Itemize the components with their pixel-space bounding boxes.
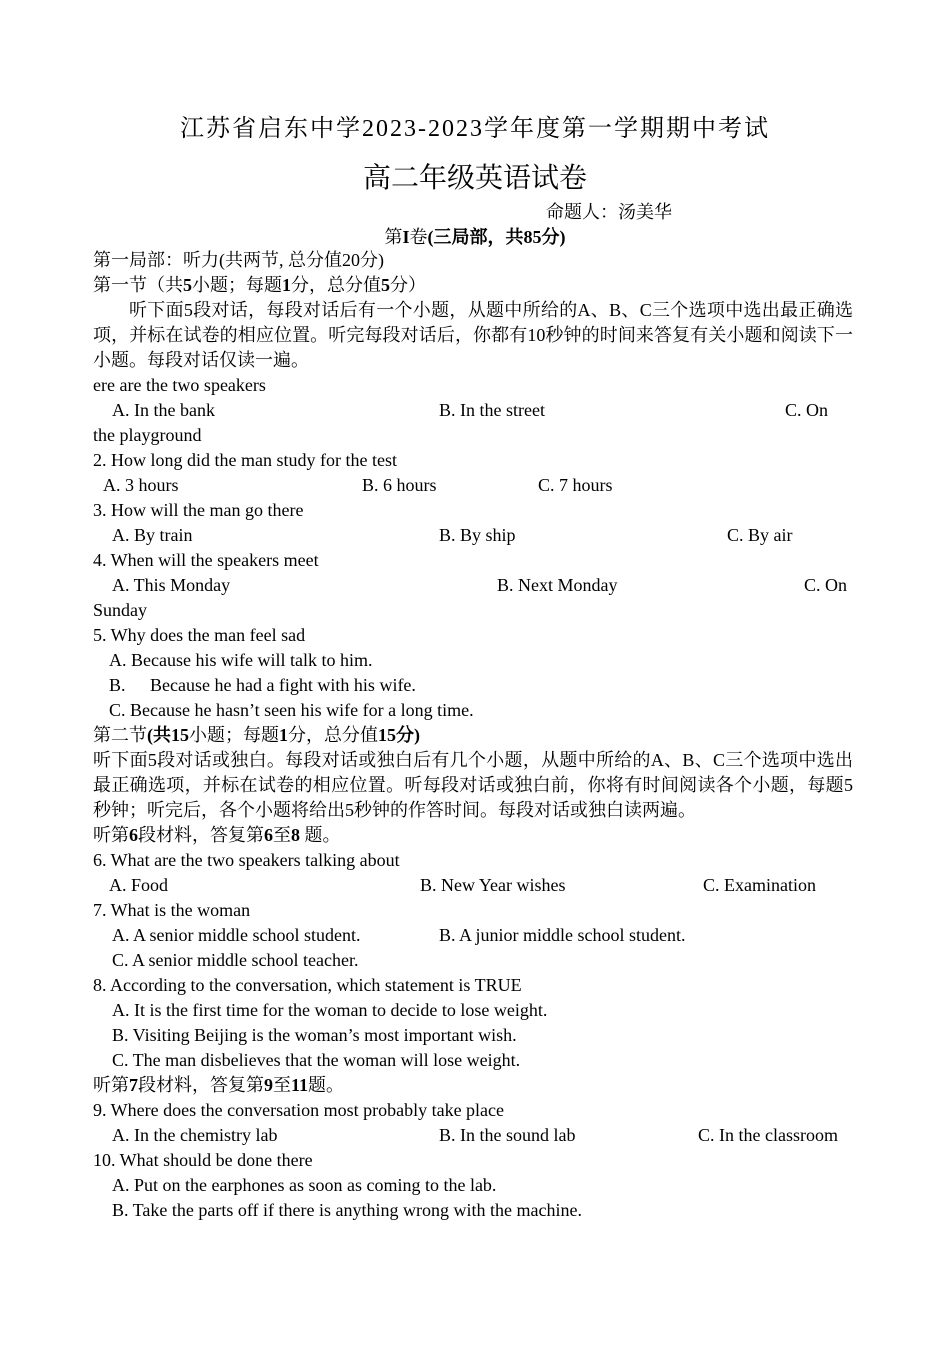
option-c: C. By air — [727, 525, 793, 545]
option-c: C. The man disbelieves that the woman will lose weight. — [112, 1050, 521, 1070]
option-c: C. In the classroom — [698, 1125, 838, 1145]
option-c: C. 7 hours — [538, 475, 613, 495]
question-options — [93, 523, 853, 548]
s1-n1: 5 — [183, 275, 192, 295]
question-options — [93, 923, 853, 948]
m7-t4: 题。 — [308, 1075, 345, 1095]
m6-t1: 听第 — [93, 825, 129, 845]
option-b: B. A junior middle school student. — [439, 925, 686, 945]
option-b: B. Take the parts off if there is anything wrong with the machine. — [112, 1200, 582, 1220]
question-stem: 10. What should be done there — [93, 1150, 313, 1170]
option-c-line — [93, 948, 853, 973]
volume-mid: 卷 — [409, 227, 428, 247]
s1-t3: 分，总分值 — [291, 275, 381, 295]
s1-n2: 1 — [282, 275, 291, 295]
option-a-line — [93, 1173, 853, 1198]
school-title: 江苏省启东中学2023-2023学年度第一学期期中考试 — [180, 116, 770, 142]
option-b: B. New Year wishes — [420, 875, 566, 895]
s2-t3: 小题；每题 — [189, 725, 279, 745]
option-c-line — [93, 698, 853, 723]
m6-n3: 8 — [291, 825, 300, 845]
option-a: A. Because his wife will talk to him. — [109, 650, 373, 670]
option-c: C. Because he hasn’t seen his wife for a long time. — [109, 700, 474, 720]
m7-n3: 11 — [291, 1075, 309, 1095]
part1-title: 第一局部：听力(共两节, 总分值20分) — [93, 250, 384, 270]
option-a: A. 3 hours — [103, 475, 179, 495]
question-options — [93, 573, 853, 598]
option-b: B. 6 hours — [362, 475, 437, 495]
s1-n3: 5 — [381, 275, 390, 295]
option-a: A. This Monday — [112, 575, 231, 595]
option-c-line — [93, 1048, 853, 1073]
paper-title: 高二年级英语试卷 — [362, 161, 587, 194]
s2-t1: 第二节 — [93, 725, 147, 745]
option-a: A. A senior middle school student. — [112, 925, 361, 945]
section2-instructions: 听下面5段对话或独白。每段对话或独白后有几个小题，从题中所给的A、B、C三个选项中选出最正确选项，并标在试卷的相应位置。听每段对话或独白前，你将有时间阅读各个小题，每题5秒钟；听完后，各个小题将给出5秒钟的作答时间。每段对话或独白读两遍。 — [93, 750, 853, 820]
m6-t2: 段材料，答复第 — [138, 825, 264, 845]
s1-t4: 分） — [390, 275, 426, 295]
volume-score: 85 — [523, 227, 542, 247]
question-stem: 8. According to the conversation, which statement is TRUE — [93, 975, 522, 995]
option-c: C. Examination — [703, 875, 816, 895]
question-options — [93, 873, 853, 898]
s2-t4: 分，总分值 — [288, 725, 378, 745]
option-b: B. Next Monday — [497, 575, 618, 595]
m7-n1: 7 — [129, 1075, 138, 1095]
option-b-line — [93, 673, 853, 698]
s2-t5: 分) — [396, 725, 420, 745]
m6-n1: 6 — [129, 825, 138, 845]
exam-content — [93, 248, 853, 1223]
s2-n1: 15 — [171, 725, 189, 745]
option-b-label: B. — [109, 675, 126, 695]
option-b-line — [93, 1198, 853, 1223]
s2-t2: (共 — [147, 725, 171, 745]
question-stem: 3. How will the man go there — [93, 500, 304, 520]
s2-n3: 15 — [378, 725, 396, 745]
question-stem: 7. What is the woman — [93, 900, 251, 920]
option-b: B. By ship — [439, 525, 516, 545]
m6-t3: 至 — [273, 825, 291, 845]
material6-heading — [93, 823, 853, 848]
material7-heading — [93, 1073, 853, 1098]
option-a: A. Food — [109, 875, 169, 895]
section1-heading — [93, 273, 853, 298]
option-c-continued: the playground — [93, 425, 202, 445]
option-a-line — [93, 648, 853, 673]
question-options — [93, 398, 853, 423]
option-a-line — [93, 998, 853, 1023]
option-a: A. In the chemistry lab — [112, 1125, 278, 1145]
option-a: A. Put on the earphones as soon as coming to the lab. — [112, 1175, 497, 1195]
option-b: Because he had a fight with his wife. — [150, 675, 416, 695]
m7-t3: 至 — [273, 1075, 291, 1095]
option-a: A. In the bank — [112, 400, 215, 420]
option-c: C. A senior middle school teacher. — [112, 950, 359, 970]
section1-instructions: 听下面5段对话，每段对话后有一个小题，从题中所给的A、B、C三个选项中选出最正确选项，并标在试卷的相应位置。听完每段对话后，你都有10秒钟的时间来答复有关小题和阅读下一小题。每段对话仅读一遍。 — [93, 300, 853, 370]
question-options — [93, 473, 853, 498]
m7-t1: 听第 — [93, 1075, 129, 1095]
volume-heading — [0, 223, 950, 249]
question-stem: ere are the two speakers — [93, 375, 266, 395]
volume-pre: 第 — [384, 227, 403, 247]
s2-n2: 1 — [279, 725, 288, 745]
volume-num: I — [402, 227, 410, 247]
option-c-continued: Sunday — [93, 600, 147, 620]
option-b: B. In the sound lab — [439, 1125, 576, 1145]
m6-t4: 题。 — [300, 825, 341, 845]
question-stem: 6. What are the two speakers talking about — [93, 850, 400, 870]
volume-paren: (三局部，共 — [427, 227, 524, 247]
question-stem: 5. Why does the man feel sad — [93, 625, 306, 645]
s1-t1: 第一节（共 — [93, 275, 183, 295]
m6-n2: 6 — [264, 825, 273, 845]
question-stem: 9. Where does the conversation most probably take place — [93, 1100, 505, 1120]
section2-heading — [93, 723, 853, 748]
option-a: A. By train — [112, 525, 193, 545]
question-stem: 2. How long did the man study for the test — [93, 450, 397, 470]
option-a: A. It is the first time for the woman to decide to lose weight. — [112, 1000, 548, 1020]
option-b-line — [93, 1023, 853, 1048]
option-c: C. On — [785, 400, 829, 420]
s1-t2: 小题；每题 — [192, 275, 282, 295]
m7-n2: 9 — [264, 1075, 273, 1095]
option-c: C. On — [804, 575, 848, 595]
option-b: B. In the street — [439, 400, 545, 420]
volume-end: 分) — [541, 227, 566, 247]
option-b: B. Visiting Beijing is the woman’s most important wish. — [112, 1025, 517, 1045]
m7-t2: 段材料，答复第 — [138, 1075, 264, 1095]
author: 命题人：汤美华 — [546, 202, 672, 222]
question-options — [93, 1123, 853, 1148]
question-stem: 4. When will the speakers meet — [93, 550, 319, 570]
